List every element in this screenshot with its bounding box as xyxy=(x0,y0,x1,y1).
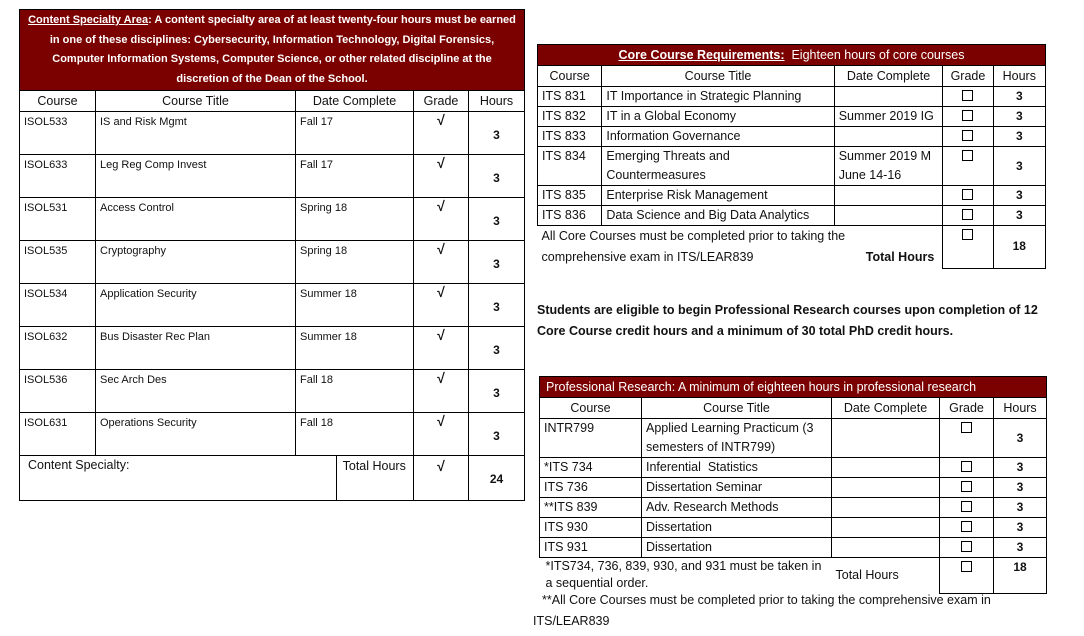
total-grade-checkbox[interactable] xyxy=(940,558,994,594)
content-specialty-description: : A content specialty area of at least twenty-four hours must be earned in one of these disciplines: Cybersecurity, Information Technology, Digital Forensics, Computer Information Systems, Computer Science, or other related discipline at the discretion of the Dean of the School. xyxy=(49,14,516,85)
grade-checkbox[interactable] xyxy=(943,87,993,107)
grade-checkbox[interactable] xyxy=(943,147,993,186)
core-courses-title: Core Course Requirements: xyxy=(618,48,785,62)
hours: 3 xyxy=(469,327,525,370)
course-code: ITS 831 xyxy=(538,87,602,107)
course-code: ISOL533 xyxy=(20,112,96,155)
course-title: Inferential Statistics xyxy=(642,458,832,478)
course-title: Emerging Threats and Countermeasures xyxy=(602,147,834,186)
hours: 3 xyxy=(469,112,525,155)
hours: 3 xyxy=(469,198,525,241)
research-total-hours-label: Total Hours xyxy=(835,568,899,583)
course-code: **ITS 839 xyxy=(540,498,642,518)
grade-checkmark-icon: √ xyxy=(414,198,469,241)
core-courses-description: Eighteen hours of core courses xyxy=(784,48,965,62)
table-row xyxy=(538,186,1046,206)
table-row xyxy=(538,206,1046,226)
col-course-title: Course Title xyxy=(642,398,832,419)
hours: 3 xyxy=(993,147,1045,186)
checkbox-icon xyxy=(962,189,973,200)
course-code: ISOL535 xyxy=(20,241,96,284)
course-code: ISOL633 xyxy=(20,155,96,198)
course-title: IT Importance in Strategic Planning xyxy=(602,87,834,107)
col-hours: Hours xyxy=(993,66,1045,87)
col-grade: Grade xyxy=(414,91,469,112)
course-title: Dissertation Seminar xyxy=(642,478,832,498)
grade-checkbox[interactable] xyxy=(940,419,994,458)
content-specialty-table xyxy=(19,9,525,501)
grade-checkbox[interactable] xyxy=(940,498,994,518)
core-footer-note xyxy=(538,226,943,269)
core-courses-table xyxy=(537,44,1046,269)
course-title: Data Science and Big Data Analytics xyxy=(602,206,834,226)
hours: 3 xyxy=(469,241,525,284)
table-row xyxy=(540,458,1047,478)
professional-research-header xyxy=(540,377,1047,398)
core-footer-note-line2: comprehensive exam in ITS/LEAR839 xyxy=(541,250,754,264)
grade-checkbox[interactable] xyxy=(943,206,993,226)
core-total-hours-label: Total Hours xyxy=(865,250,935,264)
course-title: Cryptography xyxy=(96,241,296,284)
col-course-title: Course Title xyxy=(96,91,296,112)
course-title: Bus Disaster Rec Plan xyxy=(96,327,296,370)
course-code: ITS 833 xyxy=(538,127,602,147)
comprehensive-exam-note xyxy=(533,590,991,632)
table-row xyxy=(540,538,1047,558)
course-title: Information Governance xyxy=(602,127,834,147)
table-row xyxy=(20,327,525,370)
grade-checkbox[interactable] xyxy=(940,518,994,538)
course-title: Adv. Research Methods xyxy=(642,498,832,518)
column-header-row xyxy=(538,66,1046,87)
grade-checkbox[interactable] xyxy=(943,127,993,147)
checkbox-icon xyxy=(961,461,972,472)
course-code: ISOL536 xyxy=(20,370,96,413)
course-title: Dissertation xyxy=(642,518,832,538)
grade-checkmark-icon: √ xyxy=(414,284,469,327)
checkbox-icon xyxy=(962,229,973,240)
course-code: ITS 931 xyxy=(540,538,642,558)
grade-checkbox[interactable] xyxy=(940,478,994,498)
col-course: Course xyxy=(20,91,96,112)
date-complete: Spring 18 xyxy=(296,241,414,284)
table-row xyxy=(538,147,1046,186)
date-complete: Summer 18 xyxy=(296,284,414,327)
course-title: Applied Learning Practicum (3 semesters of INTR799) xyxy=(642,419,832,458)
hours: 3 xyxy=(993,206,1045,226)
col-date-complete: Date Complete xyxy=(834,66,943,87)
col-date-complete: Date Complete xyxy=(296,91,414,112)
total-hours-label: Total Hours xyxy=(342,459,406,473)
grade-checkmark-icon: √ xyxy=(414,327,469,370)
date-complete: Spring 18 xyxy=(296,198,414,241)
checkbox-icon xyxy=(962,110,973,121)
col-course: Course xyxy=(540,398,642,419)
col-hours: Hours xyxy=(994,398,1047,419)
checkbox-icon xyxy=(961,501,972,512)
col-grade: Grade xyxy=(940,398,994,419)
grade-checkbox[interactable] xyxy=(940,458,994,478)
total-hours-label-cell xyxy=(296,456,414,501)
course-title: IT in a Global Economy xyxy=(602,107,834,127)
date-complete: Summer 2019 M June 14-16 xyxy=(834,147,943,186)
grade-checkmark-icon: √ xyxy=(414,241,469,284)
table-row xyxy=(20,155,525,198)
grade-checkmark-icon: √ xyxy=(414,370,469,413)
course-code: ITS 930 xyxy=(540,518,642,538)
total-row xyxy=(538,226,1046,269)
total-row xyxy=(540,558,1047,594)
course-title: IS and Risk Mgmt xyxy=(96,112,296,155)
date-complete xyxy=(832,458,940,478)
course-code: ISOL632 xyxy=(20,327,96,370)
checkbox-icon xyxy=(962,130,973,141)
content-specialty-header xyxy=(20,10,525,91)
hours: 3 xyxy=(469,155,525,198)
hours: 3 xyxy=(469,370,525,413)
course-title: Access Control xyxy=(96,198,296,241)
hours: 3 xyxy=(993,87,1045,107)
grade-checkbox[interactable] xyxy=(943,107,993,127)
hours: 3 xyxy=(994,518,1047,538)
checkbox-icon xyxy=(961,422,972,433)
table-row xyxy=(20,413,525,456)
course-code: ITS 834 xyxy=(538,147,602,186)
course-title: Operations Security xyxy=(96,413,296,456)
course-title: Sec Arch Des xyxy=(96,370,296,413)
eligibility-note-line1: Students are eligible to begin Professional Research courses upon completion of 12 xyxy=(537,303,1038,317)
grade-checkbox[interactable] xyxy=(940,538,994,558)
col-course: Course xyxy=(538,66,602,87)
date-complete xyxy=(832,518,940,538)
checkbox-icon xyxy=(962,209,973,220)
total-hours: 24 xyxy=(469,456,525,501)
date-complete xyxy=(834,186,943,206)
col-date-complete: Date Complete xyxy=(832,398,940,419)
course-code: INTR799 xyxy=(540,419,642,458)
hours: 3 xyxy=(994,538,1047,558)
hours: 3 xyxy=(993,107,1045,127)
table-row xyxy=(540,419,1047,458)
column-header-row xyxy=(20,91,525,112)
hours: 3 xyxy=(994,498,1047,518)
total-grade-checkbox[interactable] xyxy=(943,226,993,269)
course-code: ISOL534 xyxy=(20,284,96,327)
grade-checkmark-icon: √ xyxy=(414,413,469,456)
date-complete: Fall 18 xyxy=(296,413,414,456)
core-footer-note-line1: All Core Courses must be completed prior to taking the xyxy=(541,229,846,243)
comprehensive-exam-note-line1: **All Core Courses must be completed prior to taking the comprehensive exam in xyxy=(542,593,991,607)
date-complete: Fall 18 xyxy=(296,370,414,413)
eligibility-note xyxy=(537,300,1038,342)
date-complete xyxy=(832,538,940,558)
table-row xyxy=(20,370,525,413)
research-total-hours: 18 xyxy=(994,558,1047,594)
col-hours: Hours xyxy=(469,91,525,112)
course-code: ITS 832 xyxy=(538,107,602,127)
comprehensive-exam-note-line2: ITS/LEAR839 xyxy=(533,614,610,628)
table-row xyxy=(538,87,1046,107)
content-specialty-title: Content Specialty Area xyxy=(28,14,149,26)
date-complete xyxy=(832,478,940,498)
total-row xyxy=(20,456,525,501)
content-specialty-total-label: Content Specialty: xyxy=(20,456,296,501)
course-title: Application Security xyxy=(96,284,296,327)
table-row xyxy=(540,518,1047,538)
date-complete: Summer 2019 IG xyxy=(834,107,943,127)
date-complete xyxy=(834,127,943,147)
checkbox-icon xyxy=(961,481,972,492)
course-code: ITS 835 xyxy=(538,186,602,206)
table-row xyxy=(20,241,525,284)
eligibility-note-line2: Core Course credit hours and a minimum of 30 total PhD credit hours. xyxy=(537,324,954,338)
course-title: Enterprise Risk Management xyxy=(602,186,834,206)
core-courses-header xyxy=(538,45,1046,66)
table-row xyxy=(20,112,525,155)
table-row xyxy=(540,478,1047,498)
hours: 3 xyxy=(993,127,1045,147)
core-total-hours: 18 xyxy=(993,226,1045,269)
hours: 3 xyxy=(994,419,1047,458)
date-complete xyxy=(832,498,940,518)
course-title: Dissertation xyxy=(642,538,832,558)
table-row xyxy=(540,498,1047,518)
date-complete: Fall 17 xyxy=(296,155,414,198)
course-code: ISOL631 xyxy=(20,413,96,456)
course-title: Leg Reg Comp Invest xyxy=(96,155,296,198)
col-grade: Grade xyxy=(943,66,993,87)
grade-checkmark-icon: √ xyxy=(414,112,469,155)
course-code: ITS 836 xyxy=(538,206,602,226)
professional-research-table xyxy=(539,376,1047,594)
total-grade-checkmark-icon: √ xyxy=(414,456,469,501)
grade-checkbox[interactable] xyxy=(943,186,993,206)
hours: 3 xyxy=(994,458,1047,478)
course-code: ISOL531 xyxy=(20,198,96,241)
date-complete xyxy=(834,87,943,107)
hours: 3 xyxy=(993,186,1045,206)
checkbox-icon xyxy=(961,541,972,552)
table-row xyxy=(20,198,525,241)
checkbox-icon xyxy=(961,561,972,572)
course-code: ITS 736 xyxy=(540,478,642,498)
checkbox-icon xyxy=(961,521,972,532)
table-row xyxy=(538,107,1046,127)
checkbox-icon xyxy=(962,90,973,101)
table-row xyxy=(20,284,525,327)
checkbox-icon xyxy=(962,150,973,161)
date-complete: Summer 18 xyxy=(296,327,414,370)
hours: 3 xyxy=(994,478,1047,498)
date-complete xyxy=(832,419,940,458)
hours: 3 xyxy=(469,413,525,456)
date-complete: Fall 17 xyxy=(296,112,414,155)
table-row xyxy=(538,127,1046,147)
date-complete xyxy=(834,206,943,226)
grade-checkmark-icon: √ xyxy=(414,155,469,198)
research-footer-note: *ITS734, 736, 839, 930, and 931 must be taken in a sequential order. xyxy=(545,559,822,590)
hours: 3 xyxy=(469,284,525,327)
column-header-row xyxy=(540,398,1047,419)
course-code: *ITS 734 xyxy=(540,458,642,478)
professional-research-title: Professional Research: A minimum of eighteen hours in professional research xyxy=(540,377,1047,398)
col-course-title: Course Title xyxy=(602,66,834,87)
